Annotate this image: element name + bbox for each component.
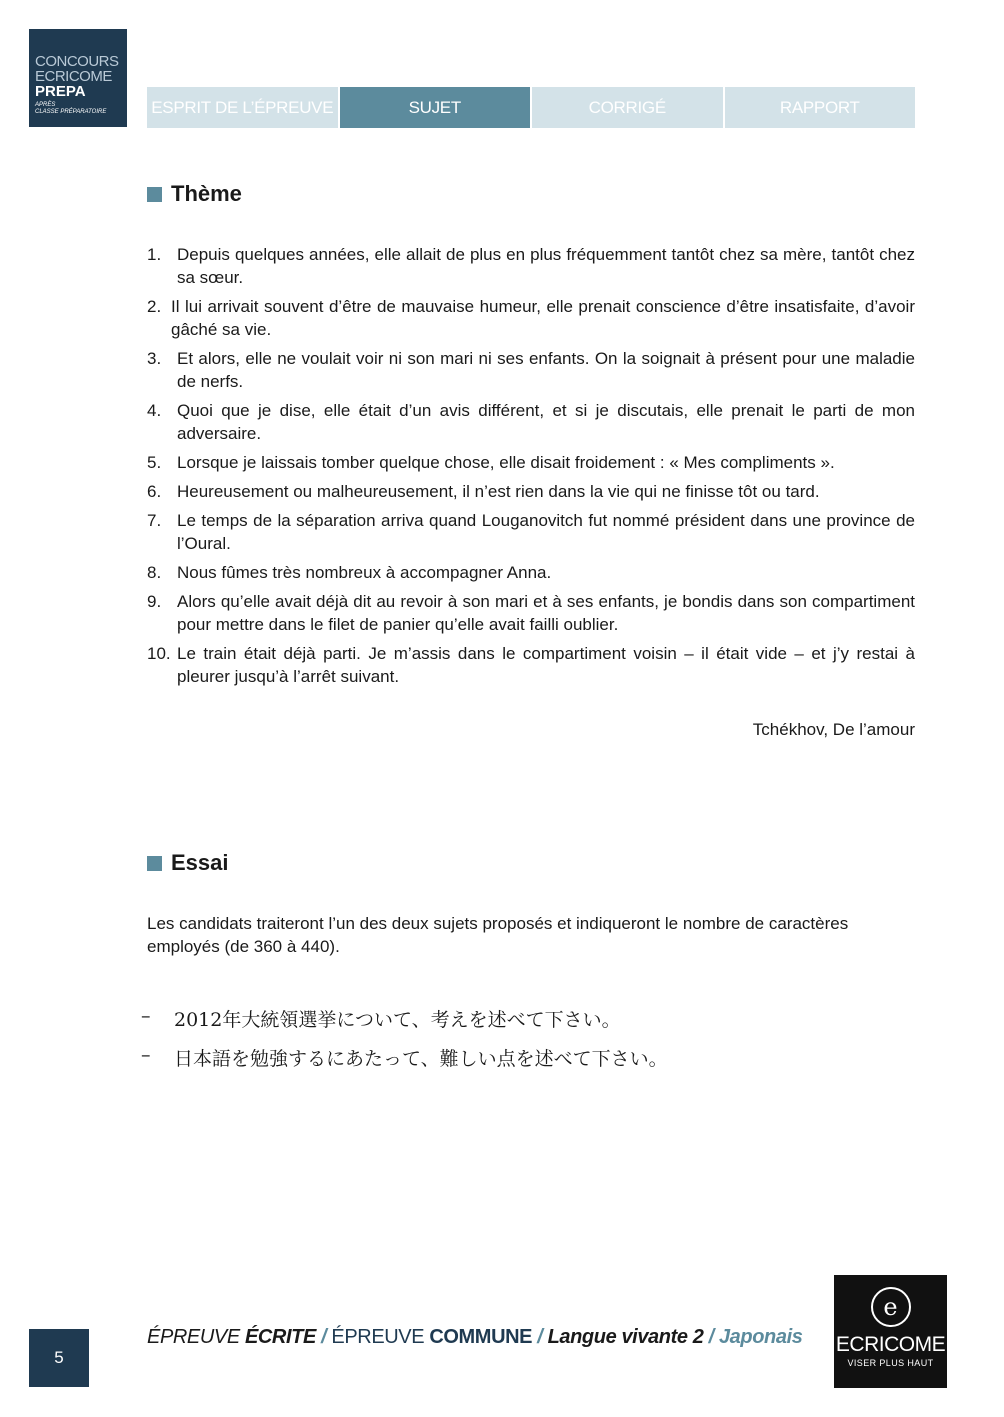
tab-sujet[interactable]: SUJET [340, 87, 531, 128]
item-number: 9. [147, 592, 162, 611]
essay-topic [141, 1005, 621, 1032]
essay-topic-text: 日本語を勉強するにあたって、難しい点を述べて下さい。 [174, 1048, 668, 1070]
footer-part: ÉCRITE [244, 1326, 316, 1348]
item-text: Lorsque je laissais tomber quelque chose, elle disait froidement : « Mes compliments ». [177, 453, 835, 472]
item-text: Le temps de la séparation arriva quand Louganovitch fut nommé président dans une province de l’Oural. [177, 511, 915, 553]
logo-line-prepa: PREPA [35, 83, 86, 100]
theme-sentence-list [147, 243, 915, 694]
section-tabs [147, 87, 915, 128]
logo-line-classe: CLASSE PRÉPARATOIRE [35, 108, 107, 115]
logo-line-apres: APRÈS [35, 102, 56, 108]
footer-part: Japonais [718, 1326, 803, 1348]
theme-heading [147, 181, 242, 207]
item-number: 1. [147, 245, 162, 264]
footer-part: Langue vivante 2 [547, 1326, 704, 1348]
footer-part: ÉPREUVE [331, 1326, 430, 1348]
item-number: 3. [147, 349, 162, 368]
logo-line-concours: CONCOURS [35, 53, 119, 70]
footer-exam-label [147, 1326, 802, 1349]
ecricome-logo-name: ECRICOME [835, 1333, 946, 1356]
ecricome-logo [834, 1275, 947, 1388]
page-number: 5 [29, 1329, 89, 1387]
list-item [147, 347, 915, 393]
tab-corrige[interactable]: CORRIGÉ [532, 87, 723, 128]
item-text: Il lui arrivait souvent d’être de mauvaise humeur, elle prenait conscience d’être insatisfaite, d’avoir gâché sa vie. [171, 297, 915, 339]
square-bullet-icon [147, 187, 162, 202]
essay-topic-text: 2012年大統領選挙について、考えを述べて下さい。 [174, 1009, 621, 1031]
logo-line-ecricome: ECRICOME [35, 68, 112, 85]
list-item [147, 451, 915, 474]
square-bullet-icon [147, 856, 162, 871]
dash-bullet: – [141, 1044, 151, 1066]
essay-topic [141, 1044, 668, 1071]
essai-instructions: Les candidats traiteront l’un des deux sujets proposés et indiqueront le nombre de caractères employés (de 360 à 440). [147, 914, 849, 956]
item-text: Quoi que je dise, elle était d’un avis différent, et si je discutais, elle prenait le parti de mon adversaire. [177, 401, 915, 443]
item-number: 7. [147, 511, 162, 530]
item-text: Le train était déjà parti. Je m’assis dans le compartiment voisin – il était vide – et j’y restai à pleurer jusqu’à l’arrêt suivant. [177, 644, 915, 686]
item-text: Depuis quelques années, elle allait de plus en plus fréquemment tantôt chez sa mère, tantôt chez sa sœur. [177, 245, 915, 287]
list-item [147, 243, 915, 289]
item-number: 8. [147, 563, 162, 582]
item-number: 6. [147, 482, 162, 501]
item-text: Alors qu’elle avait déjà dit au revoir à son mari et à ses enfants, je bondis dans son compartiment pour mettre dans le filet de panier qu’elle avait failli oublier. [177, 592, 915, 634]
item-text: Nous fûmes très nombreux à accompagner Anna. [177, 563, 552, 582]
item-number: 2. [147, 297, 162, 316]
essai-heading-text: Essai [171, 850, 229, 875]
list-item [147, 399, 915, 445]
list-item [147, 561, 915, 584]
list-item [147, 509, 915, 555]
footer-separator: / [315, 1326, 332, 1348]
item-text: Heureusement ou malheureusement, il n’est rien dans la vie qui ne finisse tôt ou tard. [177, 482, 820, 501]
list-item [147, 642, 915, 688]
essai-heading [147, 850, 229, 876]
footer-part: ÉPREUVE [147, 1326, 245, 1348]
text-source-citation: Tchékhov, De l’amour [752, 720, 915, 739]
concours-prepa-logo [29, 29, 127, 127]
item-number: 5. [147, 453, 162, 472]
ecricome-logo-tagline: VISER PLUS HAUT [847, 1358, 934, 1368]
list-item [147, 590, 915, 636]
item-number: 10. [147, 644, 171, 663]
tab-rapport[interactable]: RAPPORT [725, 87, 916, 128]
list-item [147, 295, 915, 341]
footer-separator: / [703, 1326, 719, 1348]
item-text: Et alors, elle ne voulait voir ni son mari ni ses enfants. On la soignait à présent pour une maladie de nerfs. [177, 349, 915, 391]
item-number: 4. [147, 401, 162, 420]
list-item [147, 480, 915, 503]
footer-separator: / [532, 1326, 548, 1348]
footer-part: COMMUNE [429, 1326, 533, 1348]
dash-bullet: – [141, 1005, 151, 1027]
tab-esprit-epreuve[interactable]: ESPRIT DE L’ÉPREUVE [147, 87, 338, 128]
theme-heading-text: Thème [171, 181, 242, 206]
ecricome-e-icon: e [871, 1287, 911, 1327]
